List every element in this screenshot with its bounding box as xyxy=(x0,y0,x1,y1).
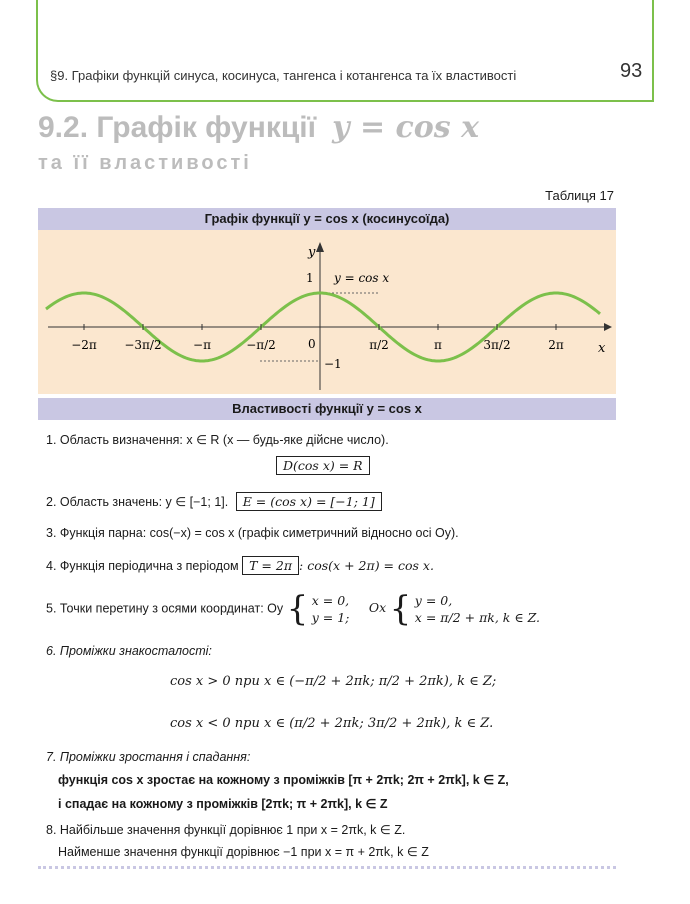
prop-1-box xyxy=(276,456,370,475)
y-tick-1: 1 xyxy=(306,271,314,285)
x-tick-label: 2π xyxy=(548,338,564,352)
prop-4-text: 4. Функція періодична з періодом xyxy=(46,559,239,573)
decreasing: і спадає на кожному з проміжків [2πk; π + 2πk], k ∈ Z xyxy=(58,797,388,811)
sign-positive: cos x > 0 при x ∈ (−π/2 + 2πk; π/2 + 2πk), k ∈ Z; xyxy=(170,674,497,689)
y-axis-arrow xyxy=(316,242,324,252)
curve-label: y = cos x xyxy=(334,271,390,285)
brace-ox: { xyxy=(389,589,412,629)
period-formula: T = 2π xyxy=(242,556,299,575)
cosine-graph xyxy=(38,230,616,394)
y-tick-minus-1: −1 xyxy=(324,357,342,371)
x-tick-label: π/2 xyxy=(369,338,389,352)
sign-negative: cos x < 0 при x ∈ (π/2 + 2πk; 3π/2 + 2πk), k ∈ Z. xyxy=(170,716,494,731)
prop-2-text: 2. Область значень: y ∈ [−1; 1]. xyxy=(46,495,229,509)
period-tail: : cos(x + 2π) = cos x. xyxy=(299,558,434,573)
ox-label: Ox xyxy=(368,600,387,616)
prop-5 xyxy=(46,589,541,629)
brace-oy: { xyxy=(286,589,309,629)
range-formula: E = (cos x) = [−1; 1] xyxy=(236,492,382,511)
prop-7: 7. Проміжки зростання і спадання: xyxy=(46,750,251,764)
section-title-text: 9.2. Графік функції xyxy=(38,111,317,144)
section-subtitle: та її властивості xyxy=(38,152,252,174)
x-tick-label: −π/2 xyxy=(246,338,276,352)
graph-band: Графік функції y = cos x (косинусоїда) xyxy=(38,208,616,230)
prop-1: 1. Область визначення: x ∈ R (x — будь-яке дійсне число). xyxy=(46,433,389,447)
domain-formula: D(cos x) = R xyxy=(276,456,370,475)
props-band: Властивості функції y = cos x xyxy=(38,398,616,420)
section-title xyxy=(38,110,479,145)
y-axis-label: y xyxy=(308,245,316,260)
origin-label: 0 xyxy=(308,337,316,351)
prop-4 xyxy=(46,556,434,575)
prop-5-text: 5. Точки перетину з осями координат: Oy xyxy=(46,601,284,616)
running-title: §9. Графіки функцій синуса, косинуса, тангенса і котангенса та їх властивості xyxy=(50,68,517,83)
prop-2 xyxy=(46,492,382,511)
prop-3: 3. Функція парна: cos(−x) = cos x (графік симетричний відносно осі Oy). xyxy=(46,526,459,540)
x-tick-label: −3π/2 xyxy=(124,338,162,352)
oy-system xyxy=(312,592,350,626)
x-tick-label: π xyxy=(434,338,442,352)
page-frame-tail xyxy=(632,0,654,100)
x-axis-label: x xyxy=(598,341,606,356)
x-tick-label: −π xyxy=(193,338,211,352)
x-tick-label: 3π/2 xyxy=(483,338,511,352)
bottom-divider xyxy=(38,866,616,869)
ox-line-2: x = π/2 + πk, k ∈ Z. xyxy=(414,610,541,625)
oy-line-1: x = 0, xyxy=(311,593,350,608)
ox-system xyxy=(415,592,540,626)
cosine-graph-svg xyxy=(38,230,616,394)
prop-6: 6. Проміжки знакосталості: xyxy=(46,644,212,658)
table-label: Таблиця 17 xyxy=(545,188,614,203)
prop-8-min: Найменше значення функції дорівнює −1 при x = π + 2πk, k ∈ Z xyxy=(58,845,429,859)
increasing: функція cos x зростає на кожному з проміжків [π + 2πk; 2π + 2πk], k ∈ Z, xyxy=(58,773,509,787)
oy-line-2: y = 1; xyxy=(311,610,350,625)
x-tick-label: −2π xyxy=(71,338,97,352)
page-number: 93 xyxy=(620,60,643,82)
x-axis-arrow xyxy=(604,323,612,331)
ox-line-1: y = 0, xyxy=(414,593,453,608)
section-title-math: y = cos x xyxy=(332,110,480,145)
page-frame xyxy=(36,0,654,102)
prop-8-max: 8. Найбільше значення функції дорівнює 1 при x = 2πk, k ∈ Z. xyxy=(46,823,406,837)
